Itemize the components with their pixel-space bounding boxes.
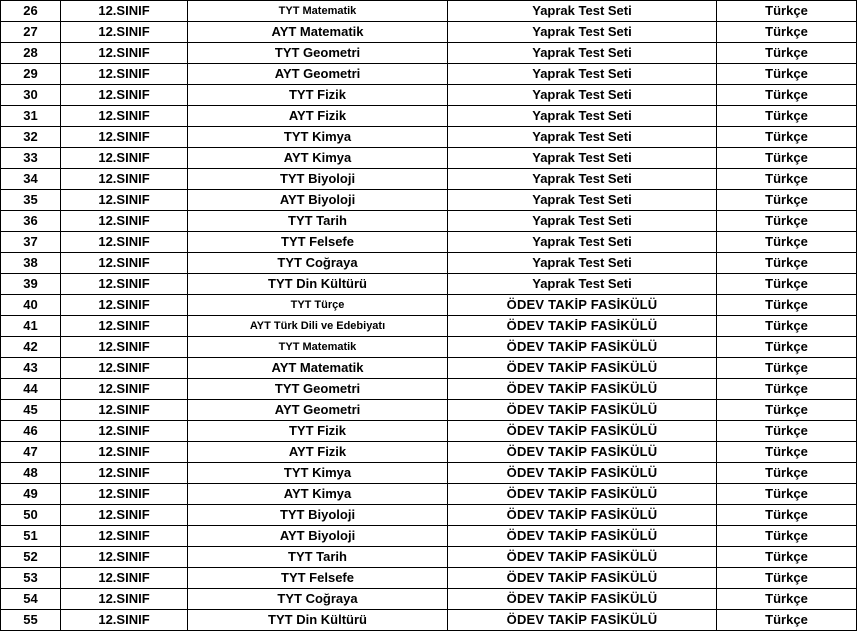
class-cell: 12.SINIF xyxy=(61,211,188,232)
subject-cell: TYT Fizik xyxy=(188,85,448,106)
subject-cell: TYT Fizik xyxy=(188,421,448,442)
row-number-cell: 50 xyxy=(1,505,61,526)
row-number-cell: 45 xyxy=(1,400,61,421)
table-row xyxy=(1,337,857,358)
product-type-cell: ÖDEV TAKİP FASİKÜLÜ xyxy=(448,463,717,484)
table-row xyxy=(1,253,857,274)
row-number-cell: 44 xyxy=(1,379,61,400)
language-cell: Türkçe xyxy=(717,85,857,106)
class-cell: 12.SINIF xyxy=(61,148,188,169)
product-type-cell: Yaprak Test Seti xyxy=(448,148,717,169)
row-number-cell: 48 xyxy=(1,463,61,484)
class-cell: 12.SINIF xyxy=(61,190,188,211)
product-type-cell: Yaprak Test Seti xyxy=(448,211,717,232)
subject-cell: TYT Din Kültürü xyxy=(188,274,448,295)
class-cell: 12.SINIF xyxy=(61,127,188,148)
table-row xyxy=(1,22,857,43)
table-row xyxy=(1,505,857,526)
language-cell: Türkçe xyxy=(717,1,857,22)
language-cell: Türkçe xyxy=(717,274,857,295)
class-cell: 12.SINIF xyxy=(61,379,188,400)
class-cell: 12.SINIF xyxy=(61,547,188,568)
class-cell: 12.SINIF xyxy=(61,106,188,127)
product-type-cell: Yaprak Test Seti xyxy=(448,232,717,253)
subject-cell: TYT Felsefe xyxy=(188,232,448,253)
row-number-cell: 52 xyxy=(1,547,61,568)
subject-cell: TYT Tarih xyxy=(188,547,448,568)
product-type-cell: ÖDEV TAKİP FASİKÜLÜ xyxy=(448,379,717,400)
subject-cell: TYT Coğraya xyxy=(188,253,448,274)
table-row xyxy=(1,526,857,547)
language-cell: Türkçe xyxy=(717,379,857,400)
row-number-cell: 37 xyxy=(1,232,61,253)
subject-cell: AYT Türk Dili ve Edebiyatı xyxy=(188,316,448,337)
table-row xyxy=(1,169,857,190)
product-type-cell: Yaprak Test Seti xyxy=(448,43,717,64)
class-cell: 12.SINIF xyxy=(61,421,188,442)
row-number-cell: 38 xyxy=(1,253,61,274)
class-cell: 12.SINIF xyxy=(61,337,188,358)
language-cell: Türkçe xyxy=(717,442,857,463)
language-cell: Türkçe xyxy=(717,127,857,148)
table-body xyxy=(1,1,857,631)
language-cell: Türkçe xyxy=(717,106,857,127)
product-type-cell: Yaprak Test Seti xyxy=(448,169,717,190)
class-cell: 12.SINIF xyxy=(61,316,188,337)
row-number-cell: 53 xyxy=(1,568,61,589)
language-cell: Türkçe xyxy=(717,526,857,547)
product-type-cell: ÖDEV TAKİP FASİKÜLÜ xyxy=(448,400,717,421)
language-cell: Türkçe xyxy=(717,484,857,505)
subject-cell: TYT Geometri xyxy=(188,43,448,64)
language-cell: Türkçe xyxy=(717,610,857,631)
subject-cell: TYT Matematik xyxy=(188,1,448,22)
subject-cell: TYT Din Kültürü xyxy=(188,610,448,631)
subject-cell: AYT Fizik xyxy=(188,442,448,463)
row-number-cell: 47 xyxy=(1,442,61,463)
language-cell: Türkçe xyxy=(717,295,857,316)
language-cell: Türkçe xyxy=(717,64,857,85)
subject-cell: AYT Matematik xyxy=(188,358,448,379)
subject-cell: AYT Biyoloji xyxy=(188,526,448,547)
class-cell: 12.SINIF xyxy=(61,274,188,295)
row-number-cell: 36 xyxy=(1,211,61,232)
subject-cell: TYT Tarih xyxy=(188,211,448,232)
row-number-cell: 55 xyxy=(1,610,61,631)
subject-cell: TYT Felsefe xyxy=(188,568,448,589)
language-cell: Türkçe xyxy=(717,400,857,421)
table-row xyxy=(1,400,857,421)
class-cell: 12.SINIF xyxy=(61,43,188,64)
table-row xyxy=(1,484,857,505)
row-number-cell: 46 xyxy=(1,421,61,442)
table-row xyxy=(1,610,857,631)
class-cell: 12.SINIF xyxy=(61,358,188,379)
row-number-cell: 49 xyxy=(1,484,61,505)
product-type-cell: ÖDEV TAKİP FASİKÜLÜ xyxy=(448,484,717,505)
language-cell: Türkçe xyxy=(717,253,857,274)
product-type-cell: ÖDEV TAKİP FASİKÜLÜ xyxy=(448,568,717,589)
subject-cell: AYT Matematik xyxy=(188,22,448,43)
language-cell: Türkçe xyxy=(717,22,857,43)
product-type-cell: Yaprak Test Seti xyxy=(448,85,717,106)
class-cell: 12.SINIF xyxy=(61,85,188,106)
class-cell: 12.SINIF xyxy=(61,253,188,274)
table-row xyxy=(1,43,857,64)
subject-cell: TYT Biyoloji xyxy=(188,505,448,526)
product-type-cell: ÖDEV TAKİP FASİKÜLÜ xyxy=(448,358,717,379)
table-row xyxy=(1,1,857,22)
class-cell: 12.SINIF xyxy=(61,400,188,421)
row-number-cell: 51 xyxy=(1,526,61,547)
product-type-cell: Yaprak Test Seti xyxy=(448,22,717,43)
row-number-cell: 34 xyxy=(1,169,61,190)
class-cell: 12.SINIF xyxy=(61,463,188,484)
class-cell: 12.SINIF xyxy=(61,505,188,526)
row-number-cell: 54 xyxy=(1,589,61,610)
table-row xyxy=(1,463,857,484)
product-type-cell: ÖDEV TAKİP FASİKÜLÜ xyxy=(448,337,717,358)
subject-cell: TYT Kimya xyxy=(188,463,448,484)
product-type-cell: Yaprak Test Seti xyxy=(448,253,717,274)
language-cell: Türkçe xyxy=(717,463,857,484)
row-number-cell: 30 xyxy=(1,85,61,106)
subject-cell: AYT Kimya xyxy=(188,484,448,505)
table-row xyxy=(1,295,857,316)
product-type-cell: ÖDEV TAKİP FASİKÜLÜ xyxy=(448,316,717,337)
subject-cell: TYT Matematik xyxy=(188,337,448,358)
table-row xyxy=(1,589,857,610)
class-cell: 12.SINIF xyxy=(61,295,188,316)
table-row xyxy=(1,316,857,337)
product-type-cell: ÖDEV TAKİP FASİKÜLÜ xyxy=(448,589,717,610)
row-number-cell: 28 xyxy=(1,43,61,64)
class-cell: 12.SINIF xyxy=(61,1,188,22)
subject-cell: TYT Geometri xyxy=(188,379,448,400)
product-type-cell: Yaprak Test Seti xyxy=(448,190,717,211)
product-type-cell: ÖDEV TAKİP FASİKÜLÜ xyxy=(448,421,717,442)
subject-cell: TYT Kimya xyxy=(188,127,448,148)
product-type-cell: Yaprak Test Seti xyxy=(448,106,717,127)
row-number-cell: 32 xyxy=(1,127,61,148)
subject-cell: AYT Fizik xyxy=(188,106,448,127)
row-number-cell: 27 xyxy=(1,22,61,43)
product-type-cell: Yaprak Test Seti xyxy=(448,274,717,295)
table-row xyxy=(1,421,857,442)
row-number-cell: 29 xyxy=(1,64,61,85)
row-number-cell: 33 xyxy=(1,148,61,169)
language-cell: Türkçe xyxy=(717,211,857,232)
table-row xyxy=(1,85,857,106)
table-row xyxy=(1,568,857,589)
subject-cell: TYT Türçe xyxy=(188,295,448,316)
product-type-cell: Yaprak Test Seti xyxy=(448,64,717,85)
language-cell: Türkçe xyxy=(717,232,857,253)
row-number-cell: 42 xyxy=(1,337,61,358)
language-cell: Türkçe xyxy=(717,589,857,610)
product-type-cell: ÖDEV TAKİP FASİKÜLÜ xyxy=(448,526,717,547)
subject-cell: AYT Geometri xyxy=(188,64,448,85)
product-type-cell: ÖDEV TAKİP FASİKÜLÜ xyxy=(448,442,717,463)
product-type-cell: Yaprak Test Seti xyxy=(448,1,717,22)
class-cell: 12.SINIF xyxy=(61,568,188,589)
language-cell: Türkçe xyxy=(717,148,857,169)
class-cell: 12.SINIF xyxy=(61,526,188,547)
class-cell: 12.SINIF xyxy=(61,232,188,253)
language-cell: Türkçe xyxy=(717,169,857,190)
subject-cell: AYT Geometri xyxy=(188,400,448,421)
table-row xyxy=(1,547,857,568)
row-number-cell: 26 xyxy=(1,1,61,22)
subject-cell: AYT Biyoloji xyxy=(188,190,448,211)
language-cell: Türkçe xyxy=(717,316,857,337)
language-cell: Türkçe xyxy=(717,421,857,442)
subject-cell: TYT Biyoloji xyxy=(188,169,448,190)
table-row xyxy=(1,211,857,232)
product-type-cell: ÖDEV TAKİP FASİKÜLÜ xyxy=(448,610,717,631)
subject-cell: TYT Coğraya xyxy=(188,589,448,610)
row-number-cell: 35 xyxy=(1,190,61,211)
table-row xyxy=(1,106,857,127)
language-cell: Türkçe xyxy=(717,43,857,64)
table-row xyxy=(1,148,857,169)
table-row xyxy=(1,190,857,211)
table-row xyxy=(1,127,857,148)
language-cell: Türkçe xyxy=(717,190,857,211)
class-cell: 12.SINIF xyxy=(61,64,188,85)
row-number-cell: 43 xyxy=(1,358,61,379)
class-cell: 12.SINIF xyxy=(61,169,188,190)
class-cell: 12.SINIF xyxy=(61,22,188,43)
product-type-cell: ÖDEV TAKİP FASİKÜLÜ xyxy=(448,295,717,316)
class-cell: 12.SINIF xyxy=(61,484,188,505)
table-row xyxy=(1,442,857,463)
product-type-cell: ÖDEV TAKİP FASİKÜLÜ xyxy=(448,505,717,526)
row-number-cell: 41 xyxy=(1,316,61,337)
row-number-cell: 39 xyxy=(1,274,61,295)
table-row xyxy=(1,358,857,379)
product-type-cell: ÖDEV TAKİP FASİKÜLÜ xyxy=(448,547,717,568)
row-number-cell: 40 xyxy=(1,295,61,316)
table-row xyxy=(1,379,857,400)
language-cell: Türkçe xyxy=(717,337,857,358)
language-cell: Türkçe xyxy=(717,568,857,589)
language-cell: Türkçe xyxy=(717,358,857,379)
row-number-cell: 31 xyxy=(1,106,61,127)
class-cell: 12.SINIF xyxy=(61,610,188,631)
language-cell: Türkçe xyxy=(717,547,857,568)
class-cell: 12.SINIF xyxy=(61,442,188,463)
table-row xyxy=(1,274,857,295)
product-type-cell: Yaprak Test Seti xyxy=(448,127,717,148)
class-cell: 12.SINIF xyxy=(61,589,188,610)
subject-cell: AYT Kimya xyxy=(188,148,448,169)
language-cell: Türkçe xyxy=(717,505,857,526)
table-row xyxy=(1,64,857,85)
table-row xyxy=(1,232,857,253)
